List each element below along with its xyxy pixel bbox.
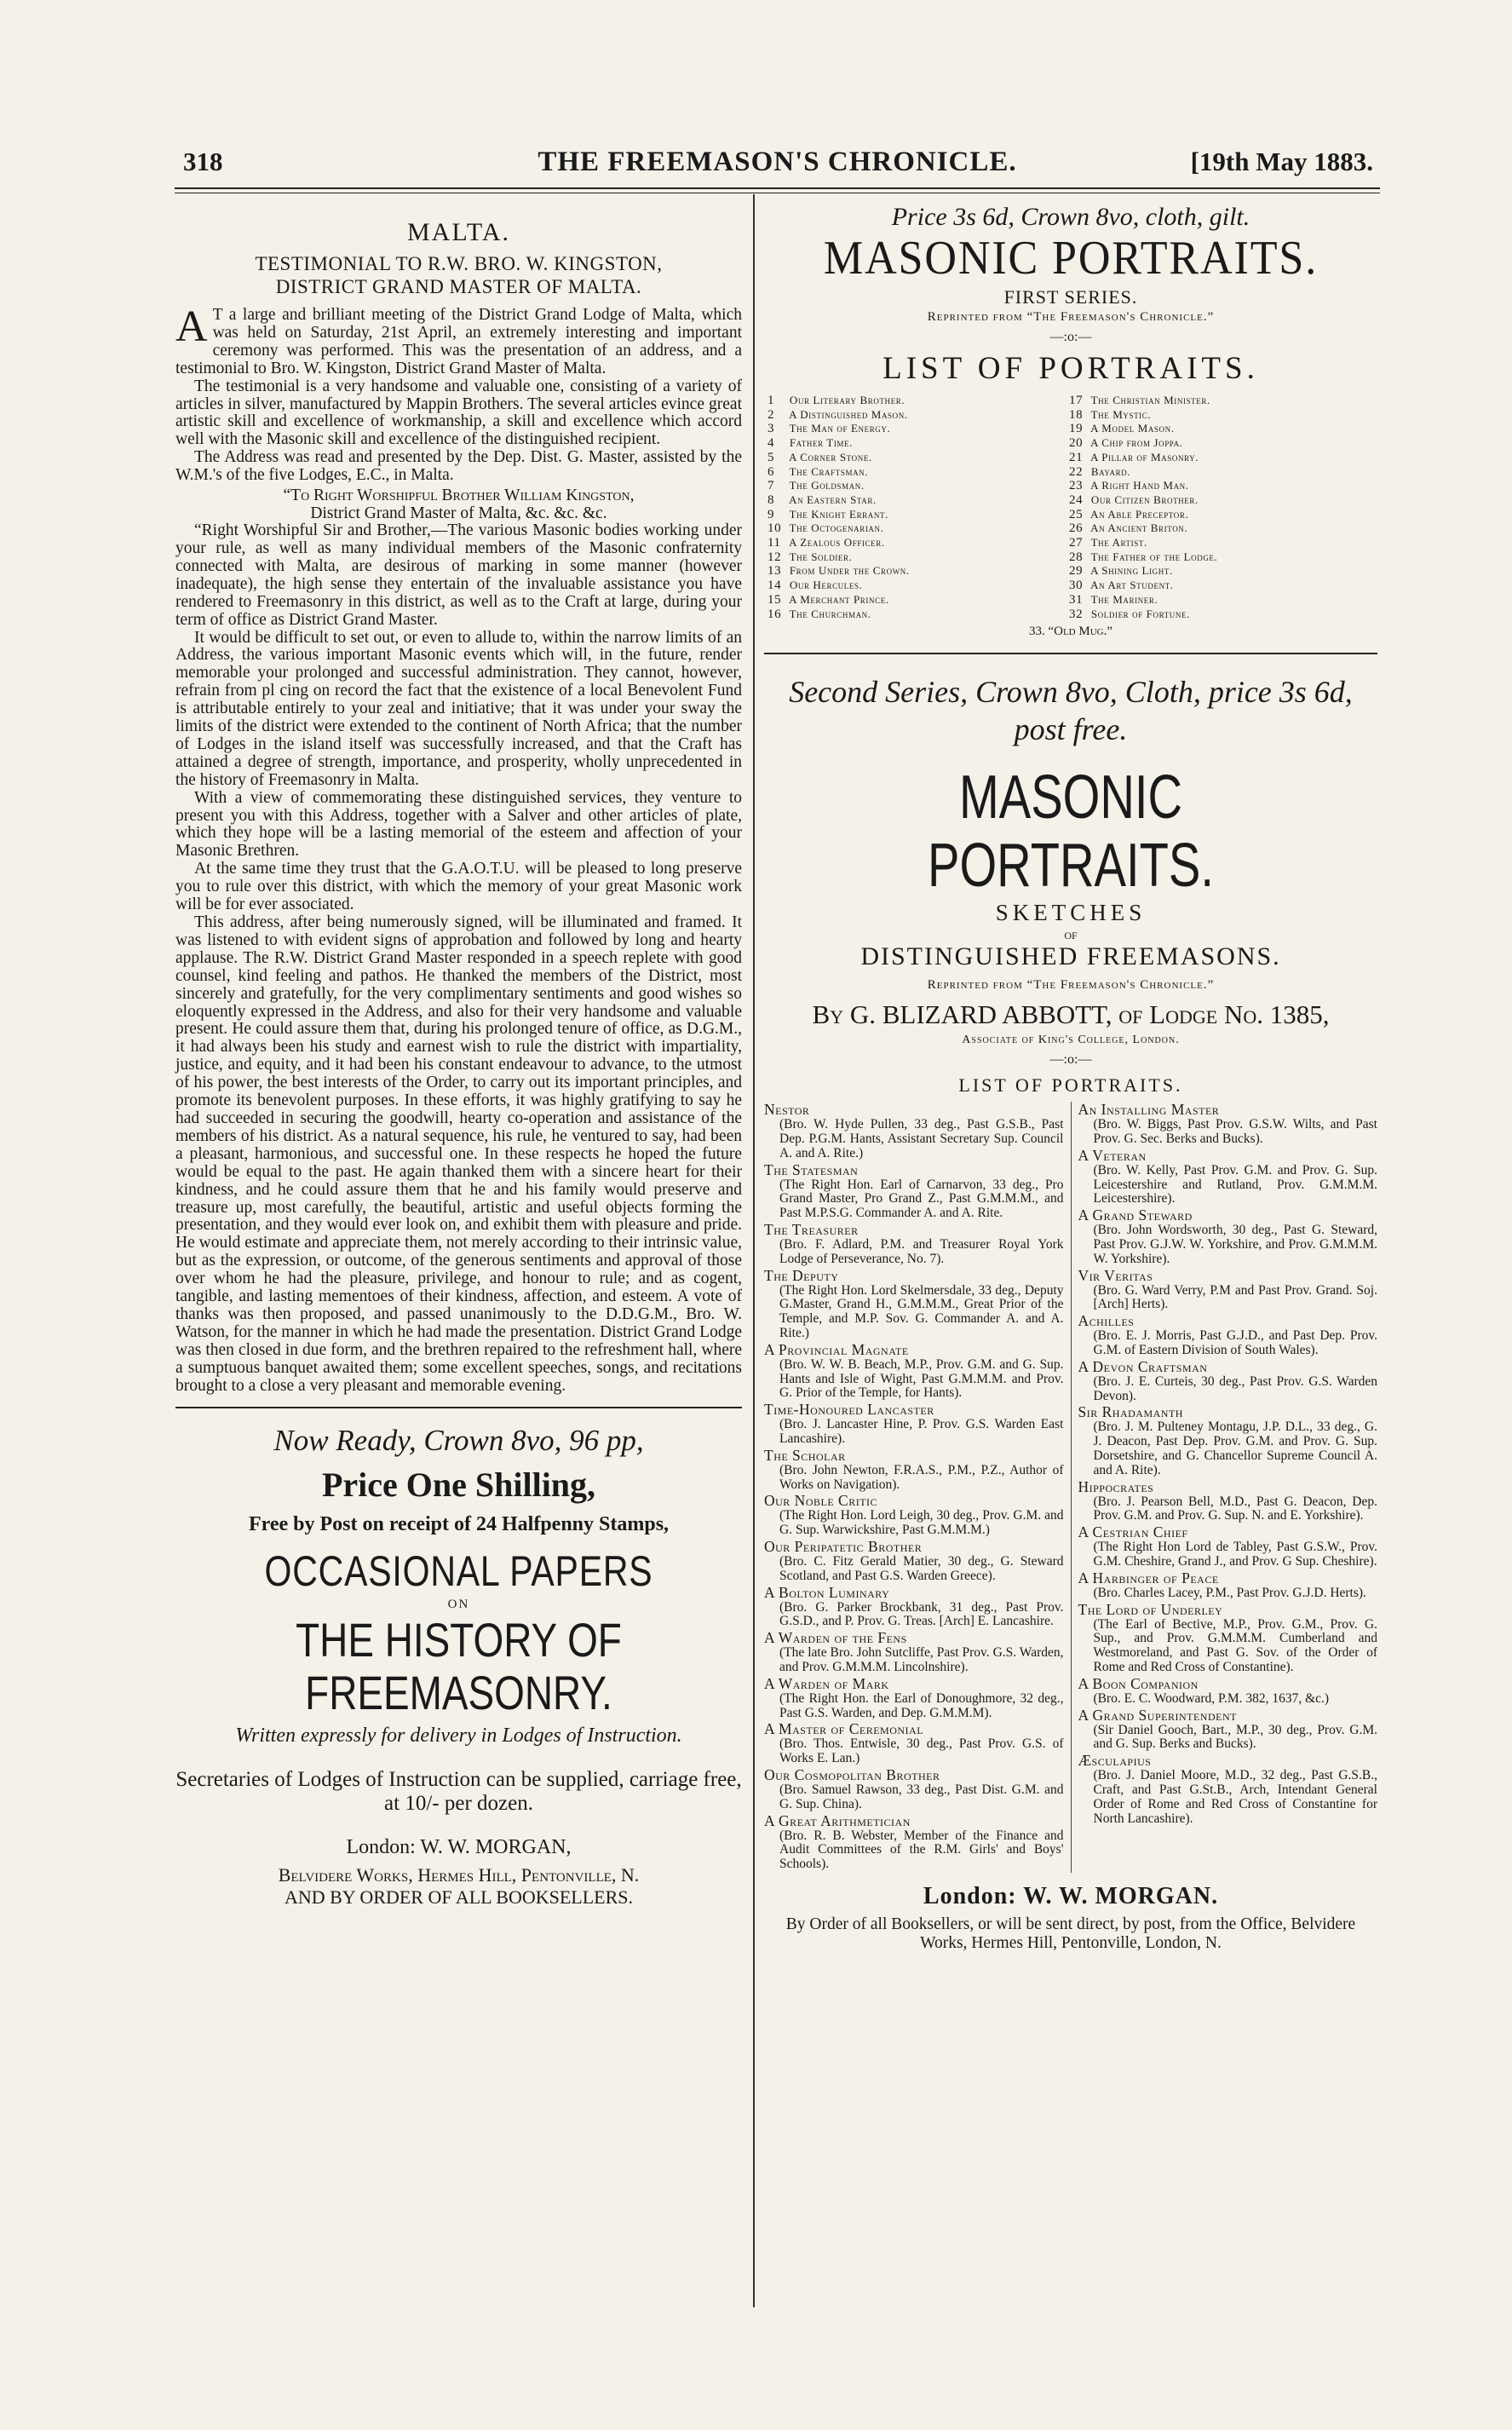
portrait-title: A Distinguished Mason.	[786, 407, 908, 421]
portrait-entry-name: A Boon Companion	[1078, 1674, 1199, 1692]
portrait-entry	[1078, 1602, 1378, 1675]
portrait-number: 26	[1069, 521, 1084, 536]
first-series-price: Price 3s 6d, Crown 8vo, cloth, gilt.	[891, 203, 1250, 231]
portrait-number: 20	[1069, 436, 1084, 451]
portrait-entries	[764, 1102, 1377, 1873]
portrait-number: 9	[767, 507, 775, 521]
portrait-title: From Under the Crown.	[786, 564, 910, 578]
portrait-title: A Shining Light.	[1088, 564, 1173, 578]
portrait-number: 2	[767, 407, 775, 422]
portrait-list-item	[767, 422, 1069, 436]
portrait-entry-name: A Harbinger of Peace	[1078, 1569, 1219, 1586]
ad-price: Price One Shilling,	[321, 1465, 596, 1505]
paragraph-text: T a large and brilliant meeting of the District Grand Lodge of Malta, which was held on Saturday, 21st April, an extremely interesting and important ceremony was performed. This was the presentation of an address, and a testimonial to Bro. W. Kingston, District Grand Master of Malta.	[175, 306, 742, 377]
portrait-entry-name: A Warden of Mark	[764, 1674, 889, 1692]
portrait-title: The Knight Errant.	[786, 507, 888, 521]
portrait-entry-name: A Master of Ceremonial	[764, 1720, 924, 1738]
portrait-entry-name: A Devon Craftsman	[1078, 1357, 1208, 1375]
portrait-list-item	[1069, 608, 1371, 622]
portrait-number: 5	[767, 450, 775, 464]
portrait-number: 4	[767, 436, 775, 451]
portrait-entry-description: (Bro. C. Fitz Gerald Matier, 30 deg., G. Steward Scotland, and Past G.S. Warden Greece).	[779, 1553, 1064, 1583]
portrait-entry	[1078, 1570, 1378, 1601]
portrait-list-item	[767, 550, 1069, 565]
portrait-title: The Man of Energy.	[786, 422, 891, 435]
publisher-line: London: W. W. MORGAN.	[923, 1882, 1219, 1909]
portrait-title: A Model Mason.	[1088, 422, 1175, 435]
portrait-entry-description: (Bro. Samuel Rawson, 33 deg., Past Dist. G.M. and G. Sup. China).	[779, 1782, 1064, 1811]
ad-secretaries: Secretaries of Lodges of Instruction can be supplied, carriage free, at 10/- per dozen.	[175, 1768, 742, 1816]
second-series-header	[764, 673, 1377, 748]
second-series-line-2: post free.	[1014, 712, 1128, 747]
portrait-entry-name: The Treasurer	[764, 1221, 859, 1239]
portrait-entry	[1078, 1102, 1378, 1147]
ornament-2: —:o:—	[1049, 1052, 1092, 1068]
portrait-entry-description: (Bro. W. Biggs, Past Prov. G.S.W. Wilts, and Past Prov. G. Sec. Berks and Bucks).	[1093, 1117, 1377, 1147]
portrait-entry-name: Our Cosmopolitan Brother	[764, 1765, 940, 1783]
portrait-entry-description: (The Right Hon. Lord Leigh, 30 deg., Prov. G.M. and G. Sup. Warwickshire, Past G.M.M.M.)	[779, 1508, 1064, 1538]
first-series-reprinted: Reprinted from “The Freemason's Chronicle.”	[927, 310, 1215, 324]
left-column	[175, 203, 742, 1909]
portrait-list-item	[1069, 436, 1371, 451]
ad-booksellers: AND BY ORDER OF ALL BOOKSELLERS.	[284, 1886, 634, 1909]
portrait-entry-description: (Bro. G. Parker Brockbank, 31 deg., Past Prov. G.S.D., and P. Prov. G. Treas. [Arch] E. Lancashire.	[779, 1599, 1064, 1629]
portrait-entry	[764, 1539, 1064, 1584]
ad-free-post: Free by Post on receipt of 24 Halfpenny Stamps,	[248, 1513, 670, 1536]
portrait-number: 12	[767, 550, 782, 564]
portrait-number: 1	[767, 394, 775, 407]
portrait-entry-description: (Bro. W. Kelly, Past Prov. G.M. and Prov. G. Sup. Leicestershire and Rutland, Prov. G.M.M.M. Leicestershire).	[1093, 1162, 1377, 1206]
author-line: By G. BLIZARD ABBOTT, of Lodge No. 1385,	[812, 999, 1330, 1030]
portrait-entry	[1078, 1524, 1378, 1569]
portrait-entry-description: (Bro. John Newton, F.R.A.S., P.M., P.Z., Author of Works on Navigation).	[779, 1462, 1064, 1492]
portrait-entry	[764, 1222, 1064, 1267]
portrait-list-item	[1069, 593, 1371, 608]
portrait-list-item	[767, 508, 1069, 522]
portrait-list-item	[767, 451, 1069, 465]
portrait-title: Soldier of Fortune.	[1088, 607, 1190, 620]
portrait-entry	[764, 1162, 1064, 1221]
portrait-entry-name: The Lord of Underley	[1078, 1600, 1223, 1618]
ad-title-occasional-papers: OCCASIONAL PAPERS	[264, 1547, 653, 1596]
portrait-number: 16	[767, 607, 782, 621]
ad-divider	[175, 1407, 742, 1408]
first-series-title: MASONIC PORTRAITS.	[823, 232, 1319, 285]
portrait-entry-name: Achilles	[1078, 1312, 1135, 1330]
portrait-title: The Octogenarian.	[786, 521, 884, 535]
portrait-entry	[1078, 1313, 1378, 1358]
portrait-number: 27	[1069, 536, 1084, 550]
portrait-number: 21	[1069, 450, 1084, 464]
portrait-entry	[764, 1585, 1064, 1630]
portrait-entry-description: (Bro. G. Ward Verry, P.M and Past Prov. Grand. Soj. [Arch] Herts).	[1093, 1282, 1377, 1312]
portrait-list-item	[767, 394, 1069, 408]
portrait-entry-name: A Great Arithmetician	[764, 1811, 911, 1829]
portrait-title: The Artist.	[1088, 536, 1147, 550]
portrait-entry-name: Æsculapius	[1078, 1752, 1152, 1770]
portrait-entry-name: Sir Rhadamanth	[1078, 1403, 1183, 1421]
portrait-entry-description: (The Right Hon Lord de Tabley, Past G.S.W., Prov. G.M. Cheshire, Grand J., and Prov. G Sup. Cheshire).	[1093, 1540, 1377, 1569]
portrait-number: 30	[1069, 579, 1084, 593]
article-heading: MALTA.	[407, 218, 510, 246]
distinguished-label: DISTINGUISHED FREEMASONS.	[860, 942, 1281, 971]
portrait-list-item	[767, 521, 1069, 536]
second-series-line-1: Second Series, Crown 8vo, Cloth, price 3s 6d,	[789, 675, 1353, 710]
page-number: 318	[183, 147, 223, 176]
portrait-list-item	[1069, 394, 1371, 408]
portrait-entry-description: (Bro. J. Lancaster Hine, P. Prov. G.S. Warden East Lancashire).	[779, 1417, 1064, 1446]
portrait-title: The Mystic.	[1088, 407, 1152, 421]
portrait-entry	[1078, 1268, 1378, 1313]
portrait-number: 13	[767, 564, 782, 579]
portrait-entry	[1078, 1148, 1378, 1206]
portrait-entry-name: A Cestrian Chief	[1078, 1523, 1188, 1541]
portrait-list-title-2: LIST OF PORTRAITS.	[958, 1074, 1183, 1097]
portrait-title: A Corner Stone.	[786, 450, 872, 464]
portrait-list-item	[1069, 579, 1371, 593]
article-subheading-1: TESTIMONIAL TO R.W. BRO. W. KINGSTON,	[255, 253, 663, 274]
portrait-title: A Pillar of Masonry.	[1088, 450, 1199, 464]
portrait-entry	[764, 1813, 1064, 1872]
article-paragraph-2: The testimonial is a very handsome and valuable one, consisting of a variety of articles in silver, manufactured by Mappin Brothers. The several articles evince great artistic skill and excellence of workmanship, a skill and excellence which accord well with the Masonic skill and excellence of the distinguished recipient.	[175, 377, 742, 449]
section-divider	[764, 653, 1377, 654]
portrait-entry	[1078, 1707, 1378, 1753]
portrait-entry	[764, 1342, 1064, 1401]
portrait-entry	[764, 1721, 1064, 1766]
portrait-title: A Right Hand Man.	[1088, 479, 1189, 492]
masthead	[175, 147, 1380, 186]
portrait-last: 33. “Old Mug.”	[1028, 625, 1113, 639]
masthead-rule	[175, 187, 1380, 189]
second-series-title: MASONIC PORTRAITS.	[928, 763, 1214, 901]
portrait-number: 8	[767, 492, 775, 507]
portrait-entry-description: (Bro. J. E. Curteis, 30 deg., Past Prov. G.S. Warden Devon).	[1093, 1373, 1377, 1403]
portrait-list-item	[767, 408, 1069, 423]
portrait-entry-description: (The Right Hon. the Earl of Donoughmore, 32 deg., Past G.S. Warden, and Dep. G.M.M.M).	[779, 1690, 1064, 1720]
portrait-title: Our Literary Brother.	[786, 394, 905, 406]
portrait-entry-name: Hippocrates	[1078, 1477, 1154, 1495]
portrait-title: Our Citizen Brother.	[1088, 492, 1199, 506]
portrait-title: The Father of the Lodge.	[1088, 550, 1218, 563]
newspaper-title: THE FREEMASON'S CHRONICLE.	[538, 147, 1017, 177]
portrait-number: 23	[1069, 479, 1084, 493]
portrait-list-item	[1069, 465, 1371, 480]
portrait-title: Our Hercules.	[786, 579, 863, 592]
portrait-title: A Merchant Prince.	[786, 592, 889, 606]
second-series-reprinted: Reprinted from “The Freemason's Chronicle.”	[927, 978, 1215, 993]
issue-date: [19th May 1883.	[1190, 147, 1373, 176]
article-paragraph-6: With a view of commemorating these distinguished services, they venture to present you with this Address, together with a Salver and other articles of plate, which they hope will be a lasting memorial of the esteem and affection of your Masonic Brethren.	[175, 788, 742, 861]
portrait-list-right	[1069, 394, 1371, 621]
portrait-entry	[764, 1767, 1064, 1812]
portrait-title: An Ancient Briton.	[1088, 521, 1188, 535]
ad-london: London: W. W. MORGAN,	[346, 1836, 572, 1859]
portrait-entry	[764, 1102, 1064, 1160]
portrait-list-title: LIST OF PORTRAITS.	[882, 351, 1259, 386]
portrait-entry-description: (The Right Hon. Lord Skelmersdale, 33 deg., Deputy G.Master, Grand H., G.M.M.M., Great Prior of the Temple, and M.P. Sov. G. Commander A. and A. Rite.)	[779, 1282, 1064, 1341]
portrait-entry	[1078, 1753, 1378, 1826]
portrait-entry-name: A Provincial Magnate	[764, 1340, 909, 1358]
article-paragraph-3: The Address was read and presented by the Dep. Dist. G. Master, assisted by the W.M.'s of the five Lodges, E.C., in Malta.	[175, 448, 742, 485]
portrait-entry-description: (Sir Daniel Gooch, Bart., M.P., 30 deg., Prov. G.M. and G. Sup. Berks and Bucks).	[1093, 1722, 1377, 1752]
portrait-number: 19	[1069, 422, 1084, 436]
address-title: District Grand Master of Malta, &c. &c. &c.	[310, 504, 607, 523]
portrait-number: 18	[1069, 407, 1084, 422]
portrait-entry-description: (Bro. R. B. Webster, Member of the Finance and Audit Committees of the R.M. Girls' and Boys' Schools).	[779, 1828, 1064, 1872]
portrait-number: 7	[767, 479, 775, 493]
ad-ready: Now Ready, Crown 8vo, 96 pp,	[273, 1424, 644, 1458]
portrait-list-item	[767, 479, 1069, 493]
article-paragraph-8: This address, after being numerously signed, will be illuminated and framed. It was listened to with evident signs of approbation and followed by long and hearty applause. The R.W. District Grand Master responded in a speech replete with good counsel, kind feeling and pathos. He thanked the members of the District, most sincerely and gratefully, for the very complimentary sentiments and good wishes so eloquently expressed in the Address, and also for their very handsome and valuable present. He could assure them that, during his prolonged tenure of office, as D.G.M., it had always been his study and earnest wish to rule the district with impartiality, justice, and equity, and it had been his constant endeavour to advance, to the utmost of his power, the best interests of the Order, to carry out its important principles, and promote its benevolent purposes. In these efforts, it was highly gratifying to say he had succeeded in securing the goodwill, hearty co-operation and assistance of the members of his district. As a natural sequence, his rule, he ventured to say, had been a pleasant, harmonious, and successful one. In these respects he hoped the future would be equal to the past. He again thanked them with a sincere heart for their kindness, and he could assure them that he and his family would preserve and treasure up, most carefully, the beautiful, artistic and useful objects forming the presentation, and they would ever look on, and exhibit them with pleasure and pride. He would estimate and appreciate them, not merely according to their intrinsic value, but as the expression, or outcome, of the generous sentiments and approval of those over whom he had the pleasure, privilege, and honour to rule; and as cogent, tangible, and lasting mementoes of their kindness, affection, and esteem. A vote of thanks was then proposed, and passed unanimously to the D.D.G.M., Bro. W. Watson, for the manner in which he had made the presentation. District Grand Lodge was then closed in due form, and the brethren repaired to the refreshment hall, where a sumptuous banquet awaited them; some excellent speeches, songs, and recitations brought to a close a very pleasant and memorable evening.	[175, 913, 742, 1395]
portrait-title: Bayard.	[1088, 464, 1131, 478]
portrait-number: 10	[767, 521, 782, 536]
portrait-number: 3	[767, 422, 775, 436]
portrait-list-item	[1069, 493, 1371, 508]
portrait-title: The Mariner.	[1088, 592, 1158, 606]
portrait-entry	[1078, 1479, 1378, 1524]
portrait-entry-description: (Bro. John Wordsworth, 30 deg., Past G. Steward, Past Prov. G.J.W. W. Yorkshire, and Prov. G.M.M.M. W. Yorkshire).	[1093, 1223, 1377, 1266]
portrait-entry-name: Our Noble Critic	[764, 1492, 878, 1510]
portrait-entry-description: (Bro. F. Adlard, P.M. and Treasurer Royal York Lodge of Perseverance, No. 7).	[779, 1237, 1064, 1266]
order-line: By Order of all Booksellers, or will be sent direct, by post, from the Office, Belvidere Works, Hermes Hill, Pentonville, London, N.	[785, 1915, 1356, 1952]
article-subheading-2: DISTRICT GRAND MASTER OF MALTA.	[275, 276, 642, 297]
portrait-entry-name: The Deputy	[764, 1266, 839, 1284]
portrait-entry-name: An Installing Master	[1078, 1101, 1220, 1119]
address-salutation: “To Right Worshipful Brother William Kingston,	[283, 487, 635, 505]
portrait-list-item	[1069, 508, 1371, 522]
first-series-label: FIRST SERIES.	[1003, 286, 1138, 308]
portrait-number: 6	[767, 464, 775, 479]
article-paragraph-1	[175, 302, 742, 378]
portrait-list-item	[1069, 550, 1371, 565]
portrait-entry-name: Time-Honoured Lancaster	[764, 1401, 934, 1419]
occasional-papers-advert	[175, 1424, 742, 1909]
portrait-list-item	[1069, 521, 1371, 536]
portrait-entry	[1078, 1207, 1378, 1266]
portrait-entry	[764, 1448, 1064, 1493]
portrait-entry-name: The Statesman	[764, 1160, 859, 1178]
portrait-entry-description: (Bro. E. C. Woodward, P.M. 382, 1637, &c.)	[1093, 1690, 1330, 1706]
portrait-entry	[764, 1402, 1064, 1447]
portrait-entries-right	[1072, 1102, 1378, 1873]
ad-on: ON	[447, 1598, 470, 1612]
portrait-number: 11	[767, 536, 781, 550]
portrait-entry	[764, 1676, 1064, 1721]
portrait-number: 31	[1069, 592, 1084, 607]
portrait-entry-description: (Bro. J. Pearson Bell, M.D., Past G. Deacon, Dep. Prov. G.M. and Prov. G. Sup. N. and E. Yorkshire).	[1093, 1494, 1377, 1523]
portrait-list-item	[1069, 564, 1371, 579]
portrait-list-item	[767, 608, 1069, 622]
ad-written: Written expressly for delivery in Lodges of Instruction.	[235, 1725, 682, 1748]
portrait-title: The Christian Minister.	[1088, 394, 1210, 406]
portrait-list-left	[767, 394, 1069, 621]
portrait-entry	[1078, 1359, 1378, 1404]
portrait-entry-description: (The Earl of Bective, M.P., Prov. G.M., Prov. G. Sup., and Prov. G.M.M.M. Cumberland and Westmoreland, and Past G. Sov. of the Order of Rome and Red Cross of Constantine).	[1093, 1616, 1377, 1674]
of-label: OF	[1064, 930, 1078, 942]
portrait-number: 28	[1069, 550, 1084, 564]
portrait-entry-name: A Warden of the Fens	[764, 1629, 907, 1647]
portrait-title: A Chip from Joppa.	[1088, 436, 1183, 450]
portrait-number: 25	[1069, 507, 1084, 521]
portrait-list-item	[767, 493, 1069, 508]
portrait-entry	[1078, 1676, 1378, 1707]
portrait-title: An Able Preceptor.	[1088, 507, 1189, 521]
portrait-list-item	[767, 465, 1069, 480]
portrait-number: 15	[767, 592, 782, 607]
portrait-number: 32	[1069, 607, 1084, 621]
right-column	[764, 203, 1377, 1953]
portrait-entry	[1078, 1404, 1378, 1477]
portrait-entry-description: (Bro. W. W. B. Beach, M.P., Prov. G.M. and G. Sup. Hants and Isle of Wight, Past G.M.M.M. and Prov. G. Prior of the Temple, for Hants).	[779, 1356, 1064, 1401]
portrait-title: The Goldsman.	[786, 479, 865, 492]
portrait-list	[764, 394, 1377, 621]
portrait-entry-description: (The Right Hon. Earl of Carnarvon, 33 deg., Pro Grand Master, Pro Grand Z., Past G.M.M.M., and Past M.P.S.G. Commander A. and A. Rite.	[779, 1177, 1064, 1221]
portrait-entry	[764, 1493, 1064, 1538]
portrait-number: 14	[767, 579, 782, 593]
column-divider	[753, 194, 755, 2307]
portrait-entry-name: Vir Veritas	[1078, 1266, 1153, 1284]
portrait-entry-description: (Bro. J. M. Pulteney Montagu, J.P. D.L., 33 deg., G. J. Deacon, Past Dep. Prov. G.M. and Prov. G. Sup. Dorsetshire, and G. Chancellor Supreme Council A. and A. Rite).	[1093, 1419, 1377, 1477]
portrait-list-item	[1069, 536, 1371, 550]
portrait-entry-name: A Veteran	[1078, 1146, 1147, 1164]
portrait-entry-description: (Bro. J. Daniel Moore, M.D., 32 deg., Past G.S.B., Craft, and Past G.St.B., Arch, Intendant General Order of Rome and Red Cross of Constantine for North Lancashire).	[1093, 1768, 1377, 1826]
portrait-list-item	[767, 436, 1069, 451]
article-paragraph-7: At the same time they trust that the G.A.O.T.U. will be pleased to long preserve you to rule over this district, with which the memory of your great Masonic work will be for ever associated.	[175, 860, 742, 914]
portrait-entries-left	[764, 1102, 1072, 1873]
portrait-entry-description: (Bro. W. Hyde Pullen, 33 deg., Past G.S.B., Past Dep. P.G.M. Hants, Assistant Secretary Sup. Council A. and A. Rite.)	[779, 1117, 1064, 1160]
portrait-list-item	[1069, 408, 1371, 423]
ad-title-history: THE HISTORY OF FREEMASONRY.	[296, 1613, 622, 1720]
portrait-entry-name: Our Peripatetic Brother	[764, 1537, 923, 1555]
portrait-entry-name: A Grand Superintendent	[1078, 1706, 1237, 1724]
portrait-title: The Craftsman.	[786, 464, 869, 478]
portrait-number: 24	[1069, 492, 1084, 507]
portrait-entry-description: (Bro. Thos. Entwisle, 30 deg., Past Prov. G.S. of Works E. Lan.)	[779, 1736, 1064, 1766]
portrait-list-item	[767, 536, 1069, 550]
portrait-entry-name: A Grand Steward	[1078, 1206, 1193, 1224]
portrait-title: A Zealous Officer.	[786, 536, 885, 550]
portrait-entry-name: The Scholar	[764, 1446, 846, 1464]
portrait-list-item	[767, 579, 1069, 593]
portrait-number: 17	[1069, 394, 1084, 407]
ornament: —:o:—	[1049, 330, 1092, 344]
portrait-list-item	[767, 564, 1069, 579]
sketches-label: SKETCHES	[995, 900, 1147, 926]
portrait-entry-description: (The late Bro. John Sutcliffe, Past Prov. G.S. Warden, and Prov. G.M.M.M. Lincolnshire).	[779, 1645, 1064, 1674]
portrait-entry-name: A Bolton Luminary	[764, 1583, 890, 1601]
ad-works: Belvidere Works, Hermes Hill, Pentonville, N.	[278, 1864, 640, 1886]
portrait-title: Father Time.	[786, 436, 853, 450]
portrait-entry	[764, 1630, 1064, 1675]
portrait-list-item	[767, 593, 1069, 608]
portrait-list-item	[1069, 422, 1371, 436]
drop-cap: A	[175, 302, 208, 351]
article-paragraph-4: “Right Worshipful Sir and Brother,—The various Masonic bodies working under your rule, as well as many individual members of the Masonic confraternity connected with Malta, are desirous of marking in some manner (however inadequate), the high sense they entertain of the invaluable assistance you have rendered to Freemasonry in this district, as well as to the Craft at large, during your term of office as District Grand Master.	[175, 521, 742, 629]
portrait-number: 22	[1069, 464, 1084, 479]
portrait-title: The Soldier.	[786, 550, 853, 563]
portrait-title: The Churchman.	[786, 607, 871, 620]
author-affiliation: Associate of King's College, London.	[962, 1034, 1180, 1047]
portrait-title: An Eastern Star.	[786, 492, 877, 506]
portrait-entry-description: (Bro. Charles Lacey, P.M., Past Prov. G.J.D. Herts).	[1093, 1585, 1366, 1600]
portrait-list-item	[1069, 451, 1371, 465]
article-paragraph-5: It would be difficult to set out, or even to allude to, within the narrow limits of an Address, the various important Masonic events which will, in the future, render memorable your prolonged and successful administration. They cannot, however, refrain from pl cing on record the fact that the existence of a local Benevolent Fund is attributable entirely to your zeal and initiative; that it was under your sway the limits of the district were extended to the continent of North Africa; that the number of Lodges in the island itself was successfully increased, and that the Craft has attained a degree of strength, importance, and prosperity, wholly unprecedented in the history of Freemasonry in Malta.	[175, 628, 742, 789]
portrait-title: An Art Student.	[1088, 579, 1174, 592]
portrait-number: 29	[1069, 564, 1084, 579]
portrait-list-item	[1069, 479, 1371, 493]
portrait-entry	[764, 1268, 1064, 1341]
portrait-entry-description: (Bro. E. J. Morris, Past G.J.D., and Past Dep. Prov. G.M. of Eastern Division of South Wales).	[1093, 1328, 1377, 1358]
portrait-entry-name: Nestor	[764, 1101, 810, 1119]
